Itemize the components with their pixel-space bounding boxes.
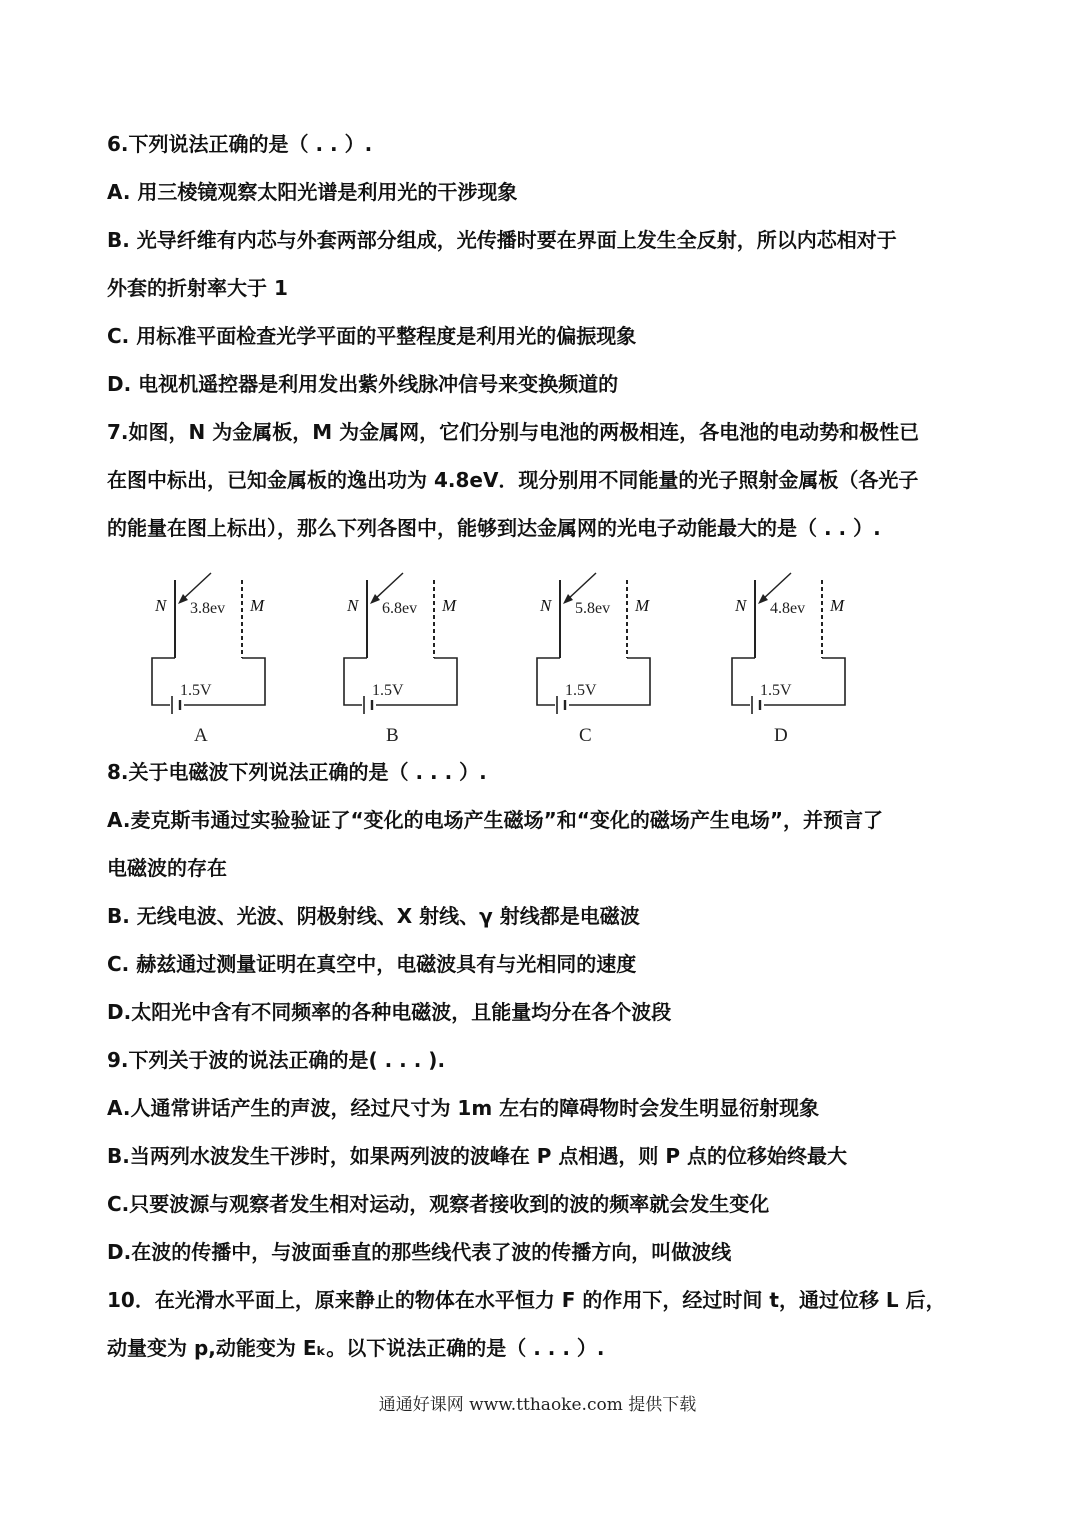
text-line-9: 的能量在图上标出），那么下列各图中，能够到达金属网的光电子动能最大的是（ . . ）. (107, 516, 881, 540)
text-line-8: 在图中标出，已知金属板的逸出功为 4.8eV．现分别用不同能量的光子照射金属板（各光子 (107, 468, 919, 492)
circuit-panel-b (344, 573, 457, 746)
text-line-22: 动量变为 p,动能变为 Eₖ。以下说法正确的是（ . . . ）. (107, 1336, 605, 1360)
text-line-12: 电磁波的存在 (107, 856, 227, 880)
text-line-17: A.人通常讲话产生的声波，经过尺寸为 1m 左右的障碍物时会发生明显衍射现象 (107, 1096, 820, 1120)
text-line-3: B. 光导纤维有内芯与外套两部分组成，光传播时要在界面上发生全反射，所以内芯相对于 (107, 228, 897, 252)
circuit-panel-a (152, 573, 265, 746)
text-line-21: 10．在光滑水平面上，原来静止的物体在水平恒力 F 的作用下，经过时间 t，通过位移 L 后， (107, 1288, 946, 1312)
label-n: N (540, 596, 552, 615)
text-line-10: 8.关于电磁波下列说法正确的是（ . . . ）. (107, 760, 487, 784)
label-m: M (442, 596, 457, 615)
photon-arrow-line (374, 573, 403, 600)
label-n: N (735, 596, 747, 615)
circuit-panel-d (732, 573, 845, 746)
panel-label: C (579, 725, 592, 746)
photon-energy-label: 3.8ev (190, 600, 226, 617)
photon-energy-label: 6.8ev (382, 600, 418, 617)
text-line-2: A. 用三棱镜观察太阳光谱是利用光的干涉现象 (107, 180, 518, 204)
photon-energy-label: 5.8ev (575, 600, 611, 617)
text-line-19: C.只要波源与观察者发生相对运动，观察者接收到的波的频率就会发生变化 (107, 1192, 770, 1216)
label-n: N (347, 596, 359, 615)
text-line-6: D. 电视机遥控器是利用发出紫外线脉冲信号来变换频道的 (107, 372, 619, 396)
panel-label: D (774, 725, 788, 746)
battery-voltage-label: 1.5V (760, 682, 792, 699)
panel-label: B (386, 725, 399, 746)
label-m: M (635, 596, 650, 615)
text-line-18: B.当两列水波发生干涉时，如果两列波的波峰在 P 点相遇，则 P 点的位移始终最大 (107, 1144, 848, 1168)
label-m: M (830, 596, 845, 615)
battery-voltage-label: 1.5V (180, 682, 212, 699)
battery-voltage-label: 1.5V (372, 682, 404, 699)
label-m: M (250, 596, 265, 615)
panel-label: A (194, 725, 208, 746)
label-n: N (155, 596, 167, 615)
text-line-7: 7.如图，N 为金属板，M 为金属网，它们分别与电池的两极相连，各电池的电动势和极性已 (107, 420, 920, 444)
photon-arrow-line (567, 573, 596, 600)
text-line-15: D.太阳光中含有不同频率的各种电磁波，且能量均分在各个波段 (107, 1000, 672, 1024)
text-line-13: B. 无线电波、光波、阴极射线、X 射线、γ 射线都是电磁波 (107, 904, 640, 928)
photon-arrow-line (182, 573, 211, 600)
text-line-14: C. 赫兹通过测量证明在真空中，电磁波具有与光相同的速度 (107, 952, 637, 976)
photon-arrow-line (762, 573, 791, 600)
text-line-11: A.麦克斯韦通过实验验证了“变化的电场产生磁场”和“变化的磁场产生电场”，并预言了 (107, 808, 884, 832)
text-line-16: 9.下列关于波的说法正确的是( . . . ). (107, 1048, 446, 1072)
photon-energy-label: 4.8ev (770, 600, 806, 617)
photoelectric-circuit-figure (110, 565, 960, 755)
text-line-20: D.在波的传播中，与波面垂直的那些线代表了波的传播方向，叫做波线 (107, 1240, 732, 1264)
text-line-5: C. 用标准平面检查光学平面的平整程度是利用光的偏振现象 (107, 324, 637, 348)
text-line-1: 6.下列说法正确的是（ . . ）. (107, 132, 373, 156)
text-line-4: 外套的折射率大于 1 (107, 276, 288, 300)
circuit-panel-c (537, 573, 650, 746)
battery-voltage-label: 1.5V (565, 682, 597, 699)
footer-source: 通通好课网 www.tthaoke.com 提供下载 (378, 1395, 697, 1415)
